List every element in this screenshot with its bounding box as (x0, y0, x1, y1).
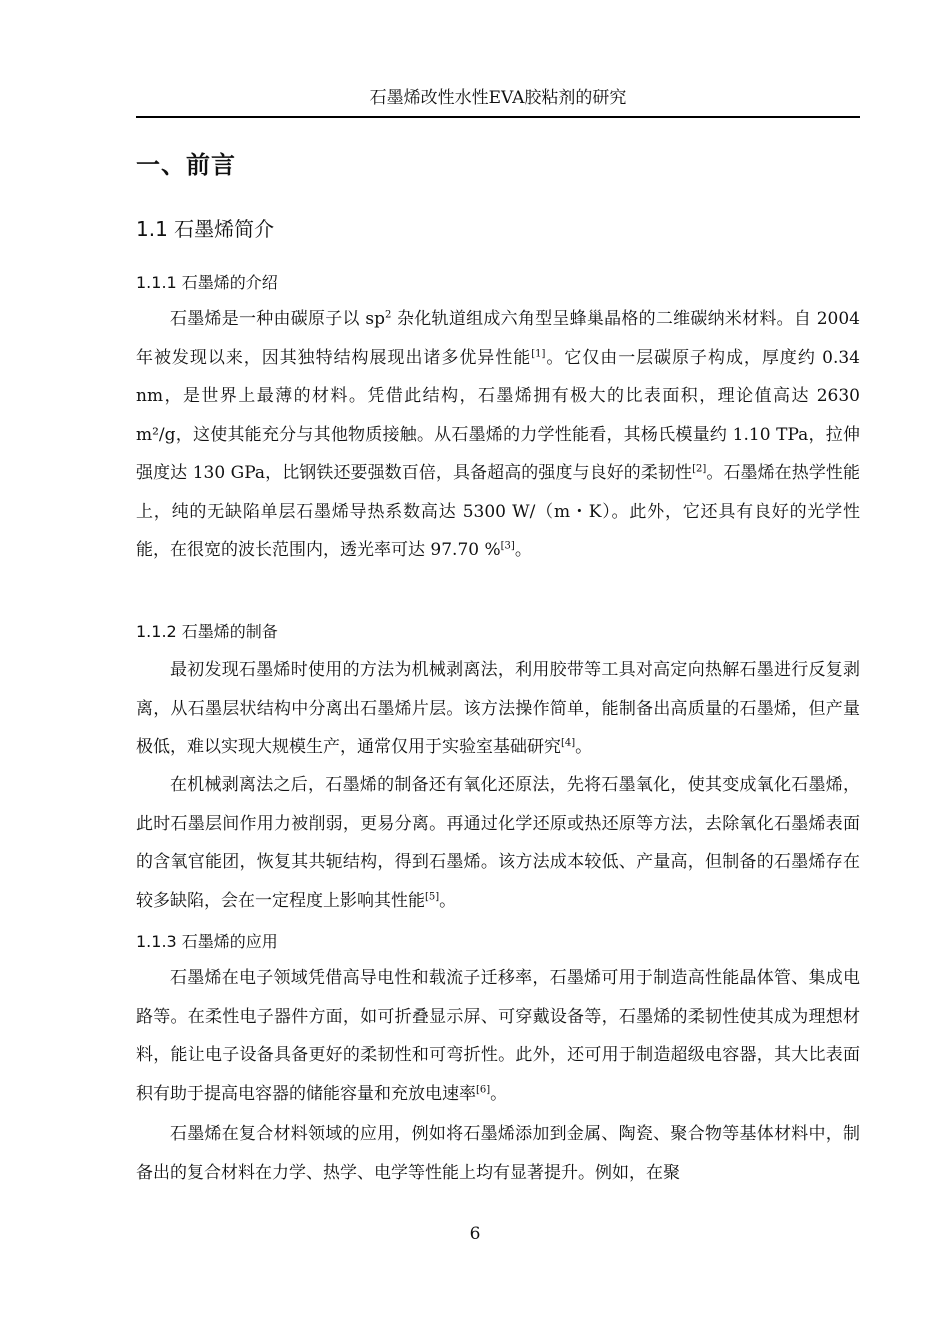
citation: [2] (692, 463, 707, 475)
citation: [6] (476, 1083, 491, 1095)
paragraph: 石墨烯是一种由碳原子以 $sp^2$ 杂化轨道组成六角型呈蜂巢晶格的二维碳纳米材料。自 2004 年被发现以来，因其独特结构展现出诸多优异性能[1]。它仅由一层碳原子构成，厚度约 0.34 nm，是世界上最薄的材料。凭借此结构，石墨烯拥有极大的比表面积，理论值高达 2630 m²/g，这使其能充分与其他物质接触。从石墨烯的力学性能看，其杨氏模量约 1.10 TPa，拉伸强度达 130 GPa，比钢铁还要强数百倍，具备超高的强度与良好的柔韧性[2]。石墨烯在热学性能上，纯的无缺陷单层石墨烯导热系数高达 5300 W/（m・K）。此外，它还具有良好的光学性能，在很宽的波长范围内，透光率可达 97.70 %[3]。 (136, 309, 861, 560)
paragraph: 石墨烯在复合材料领域的应用，例如将石墨烯添加到金属、陶瓷、聚合物等基体材料中，制备出的复合材料在力学、热学、电学等性能上均有显著提升。例如，在聚 (136, 1124, 860, 1183)
paragraph: 石墨烯在电子领域凭借高导电性和载流子迁移率，石墨烯可用于制造高性能晶体管、集成电路等。在柔性电子器件方面，如可折叠显示屏、可穿戴设备等，石墨烯的柔韧性使其成为理想材料，能让电子设备具备更好的柔韧性和可弯折性。此外，还可用于制造超级电容器，其大比表面积有助于提高电容器的储能容量和充放电速率[6]。 (136, 968, 860, 1104)
subsection-title: 1.1.2 石墨烯的制备 (136, 622, 278, 641)
running-title: 石墨烯改性水性EVA胶粘剂的研究 (369, 88, 627, 108)
page-number: 6 (469, 1224, 481, 1244)
section-title: 1.1 石墨烯简介 (136, 217, 275, 241)
subsection-title: 1.1.1 石墨烯的介绍 (136, 273, 278, 292)
superscript: 2 (385, 309, 392, 321)
paragraph: 在机械剥离法之后，石墨烯的制备还有氧化还原法，先将石墨氧化，使其变成氧化石墨烯，此时石墨层间作用力被削弱，更易分离。再通过化学还原或热还原等方法，去除氧化石墨烯表面的含氧官能团，恢复其共轭结构，得到石墨烯。该方法成本较低、产量高，但制备的石墨烯存在较多缺陷，会在一定程度上影响其性能[5]。 (136, 775, 860, 911)
chapter-title: 一、前言 (136, 151, 236, 179)
citation: [3] (500, 540, 515, 552)
subsection-title: 1.1.3 石墨烯的应用 (136, 932, 278, 951)
page-header (136, 84, 860, 118)
paragraph: 最初发现石墨烯时使用的方法为机械剥离法，利用胶带等工具对高定向热解石墨进行反复剥离，从石墨层状结构中分离出石墨烯片层。该方法操作简单，能制备出高质量的石墨烯，但产量极低，难以实现大规模生产，通常仅用于实验室基础研究[4]。 (136, 660, 860, 757)
citation: [1] (531, 347, 546, 359)
citation: [5] (425, 890, 440, 902)
citation: [4] (561, 737, 576, 749)
